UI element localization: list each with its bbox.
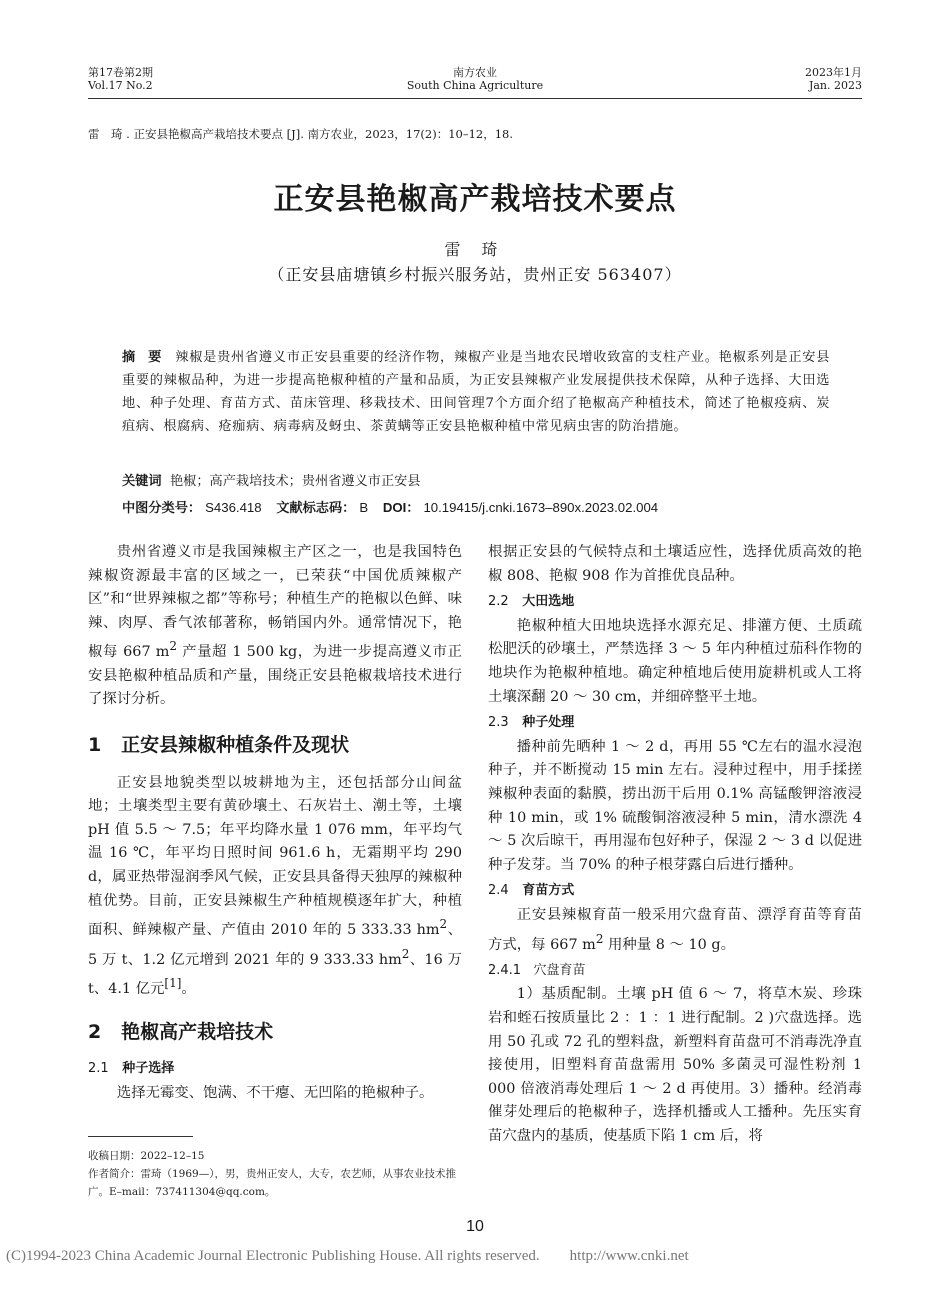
clc-number: S436.418 — [205, 500, 262, 515]
journal-name: 南方农业 South China Agriculture — [406, 66, 544, 92]
section-2-4-1-heading: 2.4.1 穴盘育苗 — [488, 962, 586, 978]
footnote-rule — [88, 1136, 193, 1137]
keywords-text: 艳椒；高产栽培技术；贵州省遵义市正安县 — [169, 474, 421, 489]
journal-volume: 第17卷第2期 Vol.17 No.2 — [88, 66, 153, 92]
affiliation: （正安县庙塘镇乡村振兴服务站，贵州正安 563407） — [268, 265, 682, 284]
left-column — [88, 541, 462, 1106]
doc-code: B — [359, 500, 369, 515]
section-2-4-heading: 2.4 育苗方式 — [488, 883, 575, 899]
section-2-2-heading: 2.2 大田选地 — [488, 594, 575, 610]
continued-paragraph: 根据正安县的气候特点和土壤适应性，选择优质高效的艳椒 808、艳椒 908 作为首推优良品种。 — [488, 544, 862, 584]
footnote — [88, 1147, 468, 1201]
article-title: 正安县艳椒高产栽培技术要点 — [273, 182, 677, 217]
right-column — [488, 541, 862, 1149]
copyright-notice: (C)1994-2023 China Academic Journal Electronic Publishing House. All rights reserved. http://www.cnki.net — [6, 1248, 689, 1264]
abstract — [122, 346, 830, 438]
header-rule — [88, 98, 862, 99]
doi: 10.19415/j.cnki.1673–890x.2023.02.004 — [423, 500, 659, 515]
author-bio: 作者简介：雷琦（1969—），男，贵州正安人，大专，农艺师，从事农业技术推广。E–mail：737411304@qq.com。 — [88, 1168, 456, 1198]
section-2-1-heading: 2.1 种子选择 — [88, 1060, 175, 1076]
abstract-text: 辣椒是贵州省遵义市正安县重要的经济作物，辣椒产业是当地农民增收致富的支柱产业。艳椒系列是正安县重要的辣椒品种，为进一步提高艳椒种植的产量和品质，为正安县辣椒产业发展提供技术保障，从种子选择、大田选地、种子处理、育苗方式、苗床管理、移栽技术、田间管理7个方面介绍了艳椒高产种植技术，简述了艳椒疫病、炭疽病、根腐病、疮痂病、病毒病及蚜虫、茶黄螨等正安县艳椒种植中常见病虫害的防治措施。 — [122, 350, 830, 434]
keywords-label: 关键词 — [122, 474, 162, 489]
intro-paragraph: 贵州省遵义市是我国辣椒主产区之一，也是我国特色辣椒资源最丰富的区域之一，已荣获“中国优质辣椒产区”和“世界辣椒之都”等称号；种植生产的艳椒以色鲜、味辣、肉厚、香气浓郁著称，畅销国内外。通常情况下，艳椒每 667 $m^2$ 产量超 1 500 kg，为进一步提高遵义市正安县艳椒种植品质和产量，围绕正安县艳椒栽培技术进行了探讨分析。 — [88, 544, 462, 708]
abstract-label: 摘 要 — [122, 350, 166, 365]
section-1-heading: 1 正安县辣椒种植条件及现状 — [88, 733, 350, 756]
issue-date: 2023年1月 Jan. 2023 — [805, 66, 862, 92]
section-2-1-paragraph: 选择无霉变、饱满、不干瘪、无凹陷的艳椒种子。 — [116, 1085, 434, 1102]
section-1-paragraph: 正安县地貌类型以坡耕地为主，还包括部分山间盆地；土壤类型主要有黄砂壤土、石灰岩土、潮土等，土壤 pH 值 5.5 ～ 7.5；年平均降水量 1 076 mm，年平均气温 16 ℃，年平均日照时间 961.6 h，无霜期平均 290 d，属亚热带湿润季风气候，正安县具备得天独厚的辣椒种植优势。目前，正安县辣椒生产种植规模逐年扩大，种植面积、鲜辣椒产量、产值由 2010 年的 5 333.33 $hm^2$、5 万 t、1.2 亿元增到 2021 年的 9 333.33 $hm^2$、16 万 t、4.1 亿元[1]。 — [88, 774, 463, 997]
author: 雷 琦 — [444, 240, 506, 259]
citation: 雷 琦 . 正安县艳椒高产栽培技术要点 [J]. 南方农业，2023，17(2)：10–12，18. — [88, 127, 514, 141]
received-date: 收稿日期：2022–12–15 — [88, 1150, 205, 1162]
section-2-3-heading: 2.3 种子处理 — [488, 715, 575, 731]
page-number: 10 — [466, 1218, 484, 1235]
section-2-2-paragraph: 艳椒种植大田地块选择水源充足、排灌方便、土质疏松肥沃的砂壤土，严禁选择 3 ～ 5 年内种植过茄科作物的地块作为艳椒种植地。确定种植地后使用旋耕机或人工将土壤深翻 20 ～ 30 cm，并细碎整平土地。 — [488, 617, 862, 705]
classification: 中图分类号： S436.418 文献标志码： B DOI： 10.19415/j.cnki.1673–890x.2023.02.004 — [122, 500, 659, 515]
section-2-heading: 2 艳椒高产栽培技术 — [88, 1021, 274, 1044]
section-2-3-paragraph: 播种前先晒种 1 ～ 2 d，再用 55 ℃左右的温水浸泡种子，并不断搅动 15 min 左右。浸种过程中，用手揉搓辣椒种表面的黏膜，捞出沥干后用 0.1% 高锰酸钾溶液浸种 10 min，或 1% 硫酸铜溶液浸种 5 min，清水漂洗 4 ～ 5 次后晾干，再用湿布包好种子，保湿 2 ～ 3 d 以促进种子发芽。当 70% 的种子根芽露白后进行播种。 — [488, 738, 862, 873]
section-2-4-paragraph: 正安县辣椒育苗一般采用穴盘育苗、漂浮育苗等育苗方式，每 667 $m^2$ 用种量 8 ～ 10 g。 — [488, 906, 862, 953]
section-2-4-1-paragraph: 1）基质配制。土壤 pH 值 6 ～ 7，将草木炭、珍珠岩和蛭石按质量比 2 ：1 ：1 进行配制。2 )穴盘选择。选用 50 孔或 72 孔的塑料盘，新塑料育苗盘可不消毒洗净直接使用，旧塑料育苗盘需用 50% 多菌灵可湿性粉剂 1 000 倍液消毒处理后 1 ～ 2 d 再使用。3）播种。经消毒催芽处理后的艳椒种子，选择机播或人工播种。先压实育苗穴盘内的基质，使基质下陷 1 cm 后，将 — [488, 986, 862, 1145]
keywords — [122, 470, 421, 489]
